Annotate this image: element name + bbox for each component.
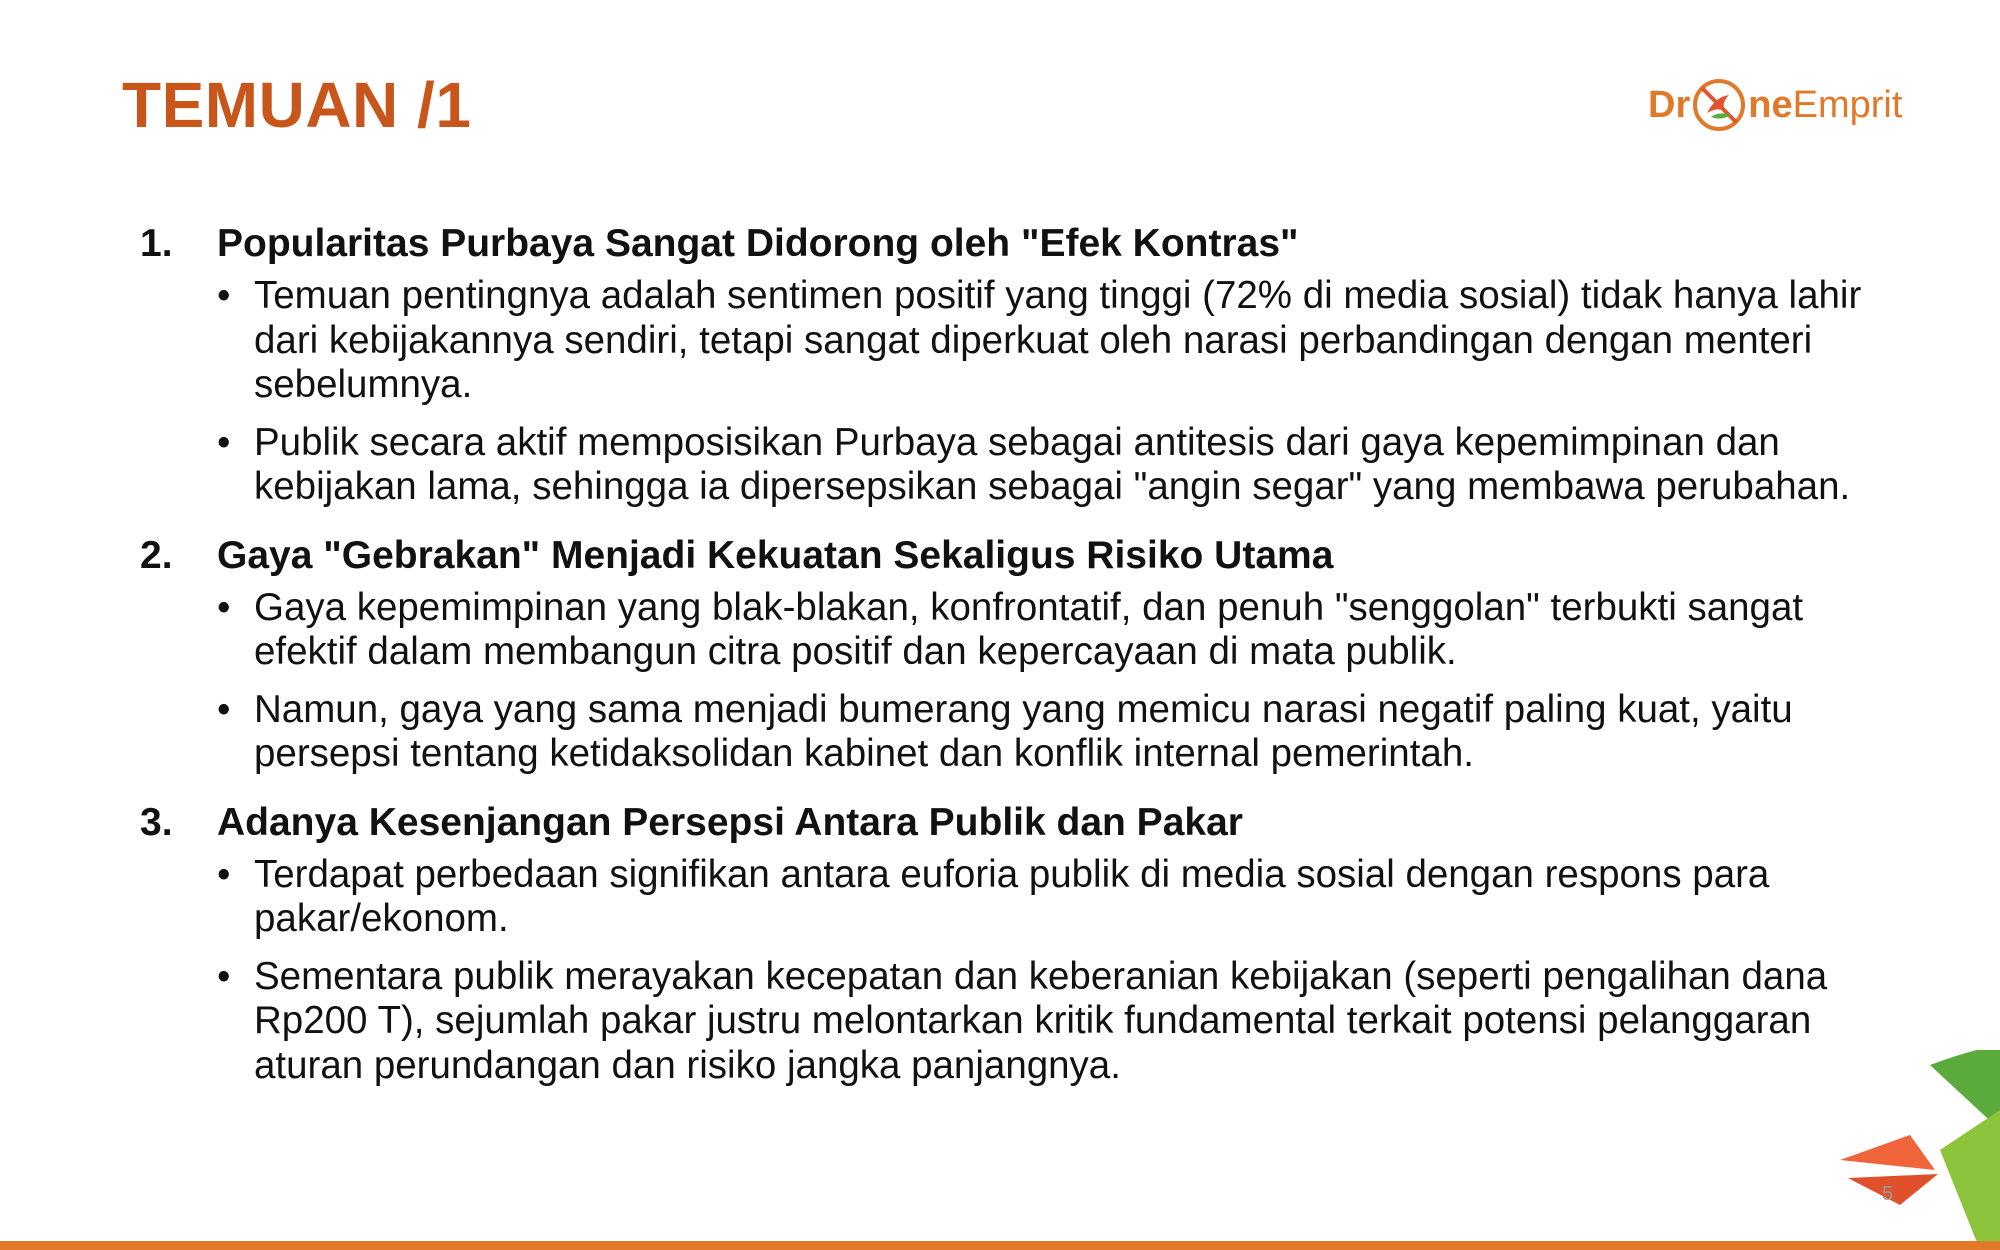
finding-points	[140, 586, 1880, 777]
logo-text-dr: Dr	[1648, 83, 1691, 126]
finding-number: 1.	[140, 222, 173, 265]
logo-text-ne: ne	[1748, 83, 1793, 126]
list-item	[217, 586, 1880, 675]
finding-heading	[140, 530, 1880, 582]
finding-heading-text: Adanya Kesenjangan Persepsi Antara Publik dan Pakar	[217, 800, 1243, 844]
list-item	[217, 688, 1880, 777]
point-text: Namun, gaya yang sama menjadi bumerang yang memicu narasi negatif paling kuat, yaitu persepsi tentang ketidaksolidan kabinet dan konflik internal pemerintah.	[254, 687, 1793, 775]
finding-3	[140, 797, 1880, 1089]
drone-bird-icon	[1691, 77, 1747, 133]
point-text: Publik secara aktif memposisikan Purbaya sebagai antitesis dari gaya kepemimpinan dan kebijakan lama, sehingga ia dipersepsikan sebagai "angin segar" yang membawa perubahan.	[254, 420, 1851, 508]
corner-decoration	[1840, 1050, 2000, 1250]
point-text: Gaya kepemimpinan yang blak-blakan, konfrontatif, dan penuh "senggolan" terbukti sangat efektif dalam membangun citra positif dan kepercayaan di mata publik.	[254, 585, 1804, 673]
point-text: Terdapat perbedaan signifikan antara euforia publik di media sosial dengan respons para pakar/ekonom.	[254, 852, 1770, 940]
bullet-icon: •	[217, 274, 231, 317]
drone-emprit-logo	[1648, 70, 1902, 140]
finding-heading-text: Gaya "Gebrakan" Menjadi Kekuatan Sekaligus Risiko Utama	[217, 533, 1334, 577]
finding-heading	[140, 218, 1880, 270]
bullet-icon: •	[217, 687, 231, 731]
bullet-icon: •	[217, 420, 231, 464]
finding-1	[140, 218, 1880, 510]
bullet-icon: •	[217, 852, 231, 896]
finding-heading-text: Popularitas Purbaya Sangat Didorong oleh "Efek Kontras"	[217, 222, 1299, 265]
list-item	[217, 853, 1880, 942]
bullet-icon: •	[217, 585, 231, 629]
slide-title: TEMUAN /1	[122, 69, 472, 141]
point-text: Temuan pentingnya adalah sentimen positif yang tinggi (72% di media sosial) tidak hanya lahir dari kebijakannya sendiri, tetapi sangat diperkuat oleh narasi perbandingan dengan menteri sebelumnya.	[254, 274, 1862, 406]
logo-text-emprit: Emprit	[1792, 83, 1903, 126]
finding-number: 3.	[140, 800, 173, 844]
page-number: 5	[1882, 1183, 1894, 1205]
finding-heading	[140, 797, 1880, 849]
list-item	[217, 421, 1880, 510]
bullet-icon: •	[217, 954, 231, 998]
finding-number: 2.	[140, 533, 173, 577]
bottom-bar	[0, 1241, 2000, 1250]
finding-2	[140, 530, 1880, 777]
finding-points	[140, 853, 1880, 1089]
list-item	[217, 274, 1880, 408]
point-text: Sementara publik merayakan kecepatan dan keberanian kebijakan (seperti pengalihan dana Rp200 T), sejumlah pakar justru melontarkan kritik fundamental terkait potensi pelanggaran aturan perundangan dan risiko jangka panjangnya.	[254, 954, 1828, 1087]
findings-list	[140, 218, 1880, 1108]
finding-points	[140, 274, 1880, 510]
list-item	[217, 955, 1880, 1089]
